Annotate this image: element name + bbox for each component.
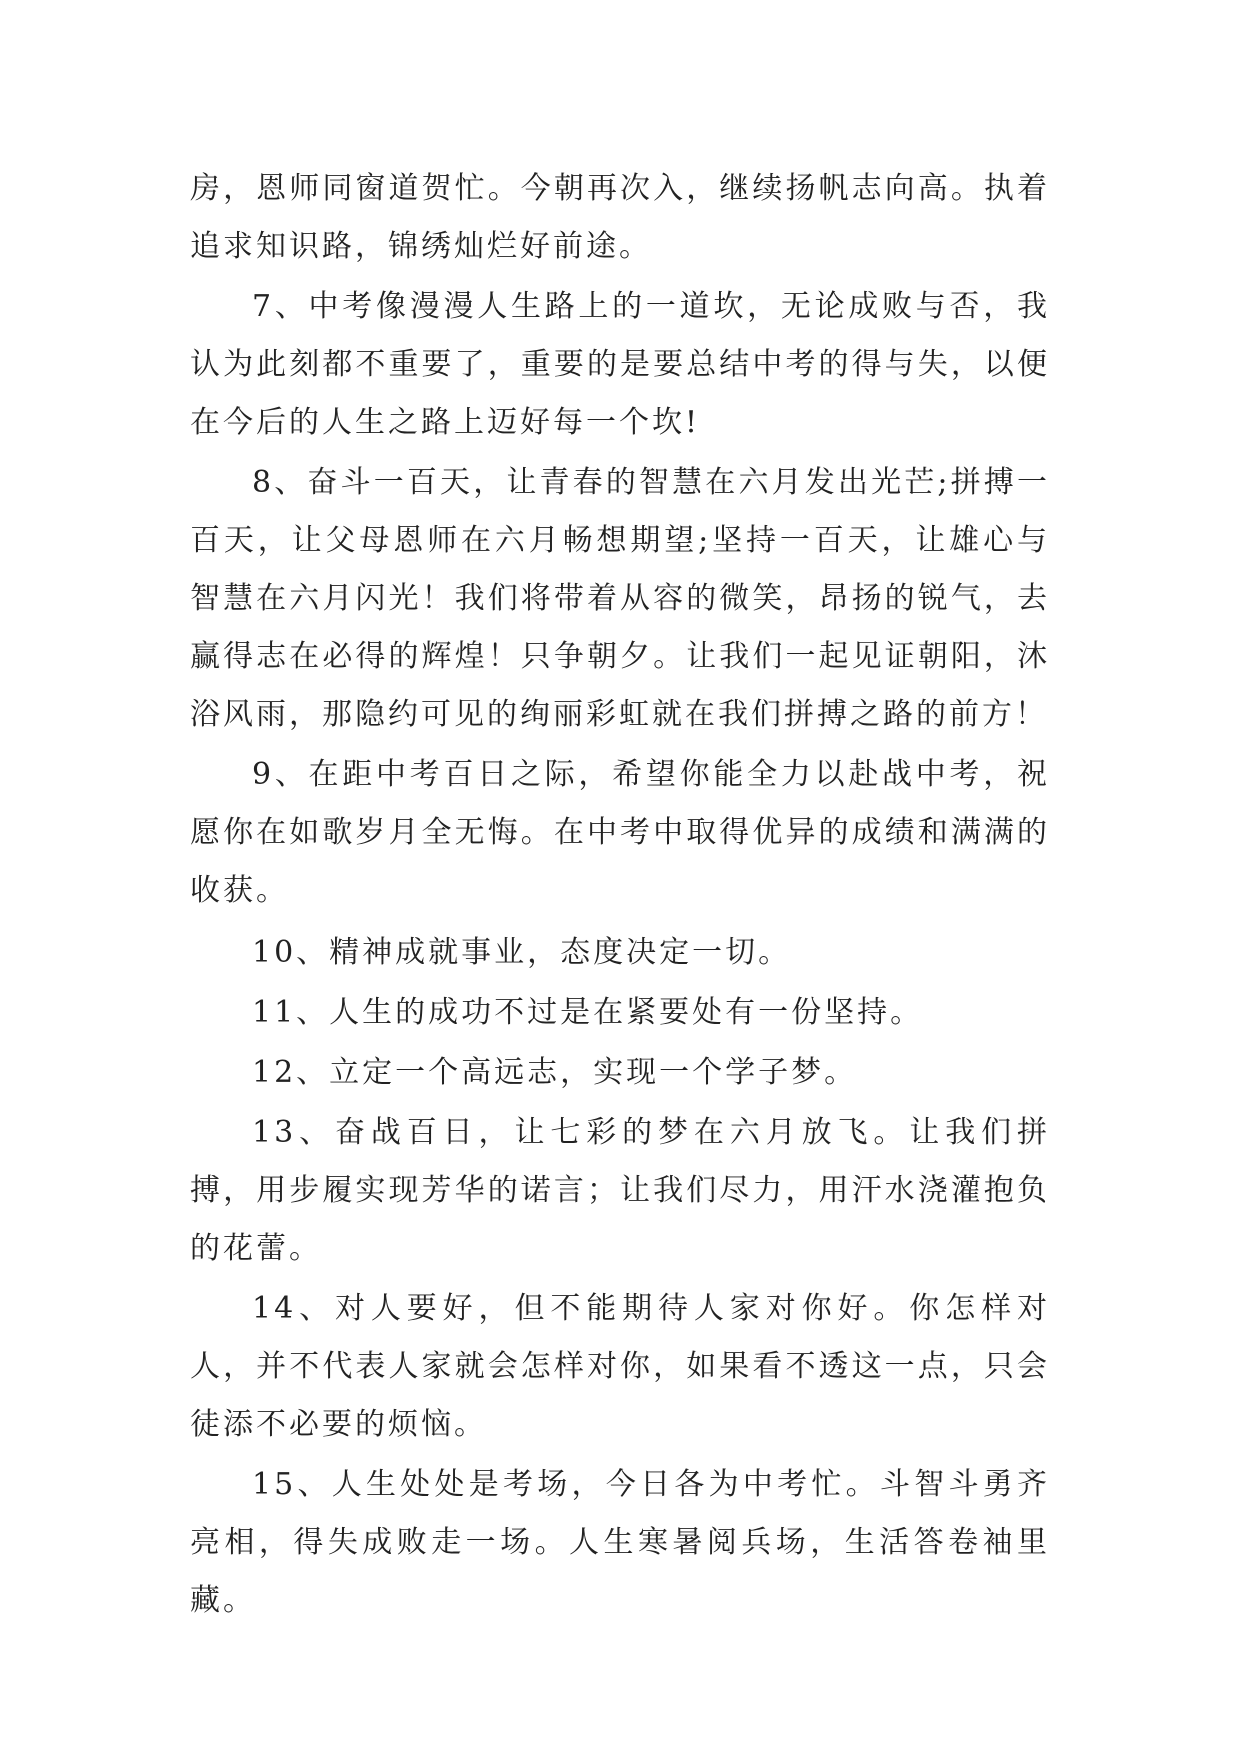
document-body [190,160,1050,1632]
paragraph-item-8: 8、奋斗一百天，让青春的智慧在六月发出光芒;拼搏一百天，让父母恩师在六月畅想期望;坚持一百天，让雄心与智慧在六月闪光！我们将带着从容的微笑，昂扬的锐气，去赢得志在必得的辉煌！只争朝夕。让我们一起见证朝阳，沐浴风雨，那隐约可见的绚丽彩虹就在我们拼搏之路的前方！ [190,465,1050,732]
paragraph-continuation: 房，恩师同窗道贺忙。今朝再次入，继续扬帆志向高。执着追求知识路，锦绣灿烂好前途。 [190,171,1050,264]
paragraph-item-9: 9、在距中考百日之际，希望你能全力以赴战中考，祝愿你在如歌岁月全无悔。在中考中取得优异的成绩和满满的收获。 [190,757,1050,908]
paragraph-item-10: 10、精神成就事业，态度决定一切。 [252,935,792,970]
paragraph-item-13: 13、奋战百日，让七彩的梦在六月放飞。让我们拼搏，用步履实现芳华的诺言；让我们尽力，用汗水浇灌抱负的花蕾。 [190,1115,1050,1266]
paragraph-item-7: 7、中考像漫漫人生路上的一道坎，无论成败与否，我认为此刻都不重要了，重要的是要总结中考的得与失，以便在今后的人生之路上迈好每一个坎! [190,289,1050,440]
paragraph-item-11: 11、人生的成功不过是在紧要处有一份坚持。 [252,995,924,1030]
paragraph-item-15: 15、人生处处是考场，今日各为中考忙。斗智斗勇齐亮相，得失成败走一场。人生寒暑阅兵场，生活答卷袖里藏。 [190,1467,1050,1618]
paragraph-item-14: 14、对人要好，但不能期待人家对你好。你怎样对人，并不代表人家就会怎样对你，如果看不透这一点，只会徒添不必要的烦恼。 [190,1291,1050,1442]
paragraph-item-12: 12、立定一个高远志，实现一个学子梦。 [252,1055,858,1090]
